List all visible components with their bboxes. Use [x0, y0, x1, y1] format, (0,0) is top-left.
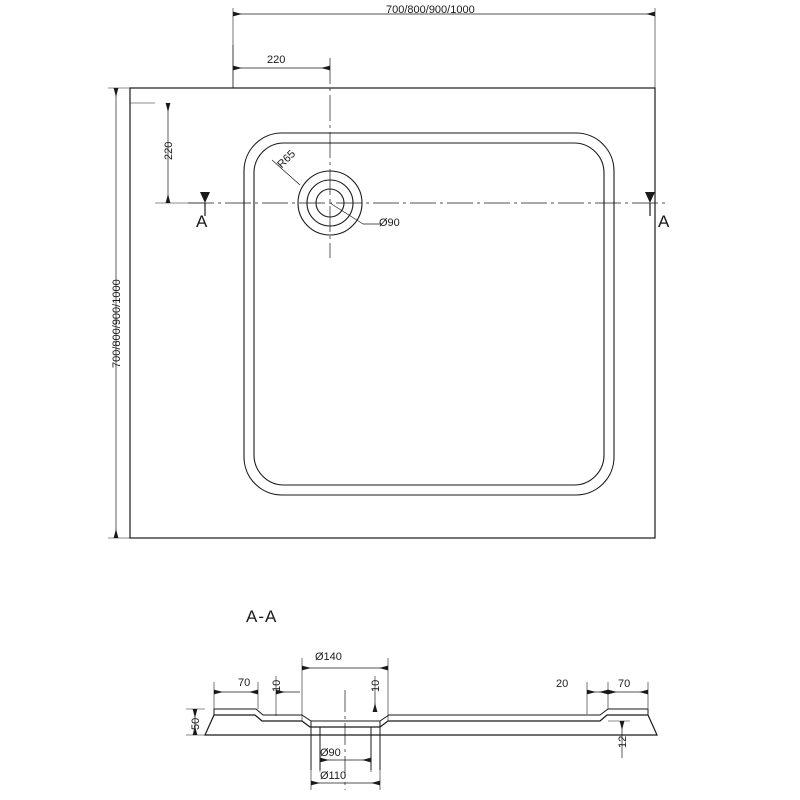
dim-label-height: 50 [190, 717, 202, 730]
section-view-group [186, 658, 657, 790]
tray-outline [130, 88, 655, 538]
section-marker-left: A [196, 212, 209, 231]
dim-label-inner-depth: 10 [370, 679, 382, 692]
dim-label-drain-outer: Ø110 [320, 770, 347, 782]
dim-label-step-left: 10 [271, 679, 283, 692]
tray-basin-inner [254, 143, 604, 485]
dim-label-right-small: 20 [556, 678, 569, 690]
section-title: A-A [246, 607, 278, 626]
top-view-group [108, 8, 671, 538]
dim-label-right-thickness: 12 [617, 735, 629, 748]
dim-label-left-height: 700/800/900/1000 [111, 279, 123, 368]
tray-basin-outer [244, 133, 614, 495]
dim-label-drain-hole: Ø90 [320, 747, 341, 759]
dim-label-right-flange: 70 [618, 678, 631, 690]
dim-label-drain-diameter: Ø90 [379, 217, 400, 229]
dim-label-top-width: 700/800/900/1000 [386, 4, 475, 16]
dim-label-flange-left: 70 [238, 677, 251, 689]
section-inner-surface [214, 709, 648, 721]
dim-label-corner-radius: R65 [275, 148, 299, 171]
dim-label-drain-x: 220 [267, 54, 286, 66]
leader-d90-top [330, 203, 363, 224]
dim-label-drain-flange: Ø140 [315, 651, 342, 663]
section-profile-outline [205, 715, 657, 735]
dim-label-drain-y: 220 [163, 141, 175, 160]
section-marker-right: A [658, 212, 671, 231]
